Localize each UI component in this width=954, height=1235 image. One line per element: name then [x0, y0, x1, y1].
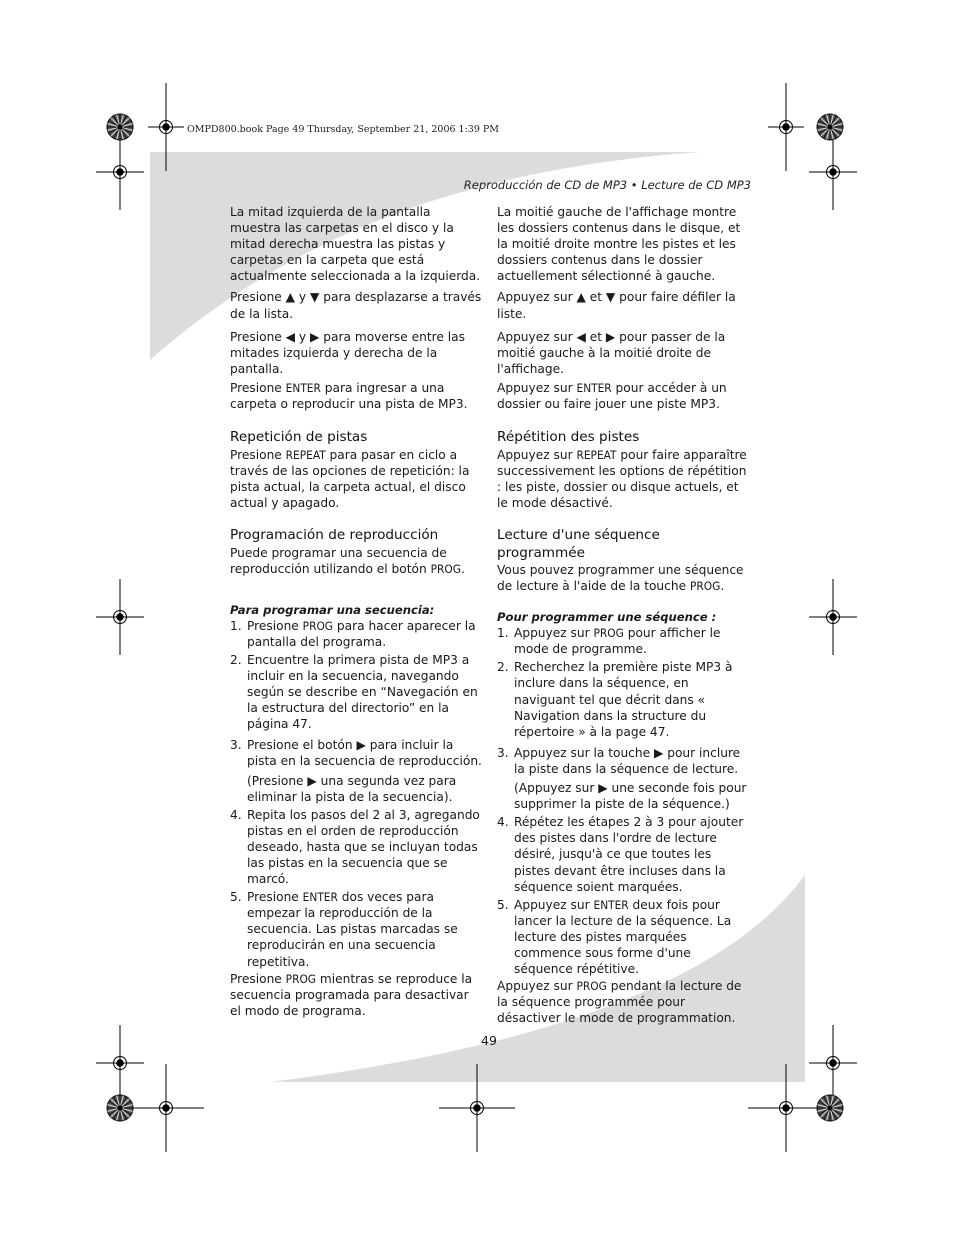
step-4: 4. Répétez les étapes 2 à 3 pour ajouter des pistes dans l'ordre de lecture désiré, jusqu'à ce que toutes les pistes devant être incluses dans la séquence soient marquées. — [497, 815, 744, 894]
repeat-heading: Répétition des pistes — [497, 429, 640, 446]
repeat-paragraph: Appuyez sur REPEAT pour faire apparaître successivement les options de répétition : les piste, dossier ou disque actuels, et le mode désactivé. — [497, 447, 747, 510]
repeat-heading: Repetición de pistas — [230, 429, 368, 446]
step-4: 4. Repita los pasos del 2 al 3, agregando pistas en el orden de reproducción deseado, hasta que se incluyan todas las pistas en la secuencia que se marcó. — [230, 807, 480, 887]
enter-key: ENTER — [576, 380, 612, 395]
down-arrow-icon: ▼ — [605, 290, 616, 305]
right-arrow-icon: ▶ — [598, 781, 608, 796]
repeat-key: REPEAT — [285, 447, 326, 462]
step-2: 2. Recherchez la première piste MP3 à inclure dans la séquence, en naviguant tel que décrit dans « Navigation dans la structure du répertoire » à la page 47. — [497, 660, 733, 739]
updown-paragraph: Presione ▲ y ▼ para desplazarse a través de la lista. — [230, 290, 482, 321]
program-paragraph: Vous pouvez programmer une séquence de lecture à l'aide de la touche PROG. — [497, 563, 744, 594]
step-5: 5. Presione ENTER dos veces para empezar la reproducción de la secuencia. Las pistas marcadas se reproducirán en una secuencia repetitiva. — [230, 890, 458, 969]
left-arrow-icon: ◀ — [576, 329, 586, 344]
leftright-paragraph: Appuyez sur ◀ et ▶ pour passer de la moitié gauche à la moitié droite de l'affichage. — [497, 329, 726, 376]
registration-mark-icon — [809, 1025, 857, 1101]
repeat-paragraph: Presione REPEAT para pasar en ciclo a través de las opciones de repetición: la pista actual, la carpeta actual, el disco actual y apagado. — [230, 447, 470, 510]
book-info: OMPD800.book Page 49 Thursday, September 21, 2006 1:39 PM — [187, 124, 500, 135]
down-arrow-icon: ▼ — [310, 290, 320, 305]
step-3-note: (Appuyez sur ▶ une seconde fois pour supprimer la piste de la séquence.) — [514, 781, 747, 812]
step-3: 3. Presione el botón ▶ para incluir la pista en la secuencia de reproducción. — [230, 738, 482, 769]
enter-key: ENTER — [302, 890, 338, 905]
right-arrow-icon: ▶ — [653, 745, 664, 760]
spanish-column — [230, 204, 482, 1019]
french-column — [497, 204, 751, 1026]
step-3-note: (Presione ▶ una segunda vez para eliminar la pista de la secuencia). — [247, 773, 457, 804]
up-arrow-icon: ▲ — [285, 290, 296, 305]
right-arrow-icon: ▶ — [605, 329, 616, 344]
repeat-key: REPEAT — [576, 447, 617, 462]
page-number: 49 — [481, 1033, 497, 1048]
enter-paragraph: Presione ENTER para ingresar a una carpeta o reproducir una pista de MP3. — [230, 380, 468, 412]
program-heading: Programación de reproducción — [230, 527, 439, 543]
closing-paragraph: Presione PROG mientras se reproduce la secuencia programada para desactivar el modo de programa. — [230, 971, 473, 1018]
updown-paragraph: Appuyez sur ▲ et ▼ pour faire défiler la liste. — [497, 290, 736, 321]
program-paragraph: Puede programar una secuencia de reproducción utilizando el botón PROG. — [230, 545, 465, 576]
intro-paragraph: La mitad izquierda de la pantalla muestra las carpetas en el disco y la mitad derecha muestra las pistas y carpetas en la carpeta que está actualmente seleccionada a la izquierda. — [230, 205, 481, 284]
left-arrow-icon: ◀ — [285, 329, 296, 344]
registration-mark-icon — [96, 579, 144, 655]
enter-key: ENTER — [285, 380, 321, 395]
step-5: 5. Appuyez sur ENTER deux fois pour lancer la lecture de la séquence. La lecture des pistes marquées commence sous forme d'une séquence répétitive. — [497, 897, 732, 977]
prog-key: PROG — [593, 626, 624, 641]
registration-mark-icon — [128, 1064, 204, 1152]
color-wheel-icon — [107, 1095, 133, 1121]
closing-paragraph: Appuyez sur PROG pendant la lecture de la séquence programmée pour désactiver le mode de programmation. — [497, 979, 742, 1026]
steps-heading: Pour programmer une séquence : — [497, 610, 717, 625]
registration-mark-icon — [809, 579, 857, 655]
prog-key: PROG — [576, 979, 607, 994]
step-1: 1. Presione PROG para hacer aparecer la pantalla del programa. — [230, 618, 476, 649]
registration-mark-icon — [96, 134, 144, 210]
intro-paragraph: La moitié gauche de l'affichage montre les dossiers contenus dans le disque, et la moitié droite montre les pistes et les dossiers contenus dans le dossier actuellement sélectionné à gauche. — [497, 205, 741, 284]
right-arrow-icon: ▶ — [307, 773, 317, 788]
steps-heading: Para programar una secuencia: — [230, 602, 435, 617]
registration-mark-icon — [96, 1025, 144, 1101]
up-arrow-icon: ▲ — [576, 290, 586, 305]
running-head: Reproducción de CD de MP3 • Lecture de CD MP3 — [463, 178, 751, 192]
prog-key: PROG — [689, 579, 721, 594]
step-2: 2. Encuentre la primera pista de MP3 a incluir en la secuencia, navegando según se describe en “Navegación en la estructura del directorio” en la página 47. — [230, 652, 478, 732]
step-3: 3. Appuyez sur la touche ▶ pour inclure la piste dans la séquence de lecture. — [497, 745, 741, 776]
leftright-paragraph: Presione ◀ y ▶ para moverse entre las mitades izquierda y derecha de la pantalla. — [230, 329, 465, 376]
prog-key: PROG — [302, 618, 334, 633]
program-heading: Lecture d'une séquence programmée — [497, 527, 660, 561]
color-wheel-icon — [817, 1095, 843, 1121]
registration-mark-icon — [768, 83, 804, 171]
step-1: 1. Appuyez sur PROG pour afficher le mode de programme. — [497, 626, 721, 657]
right-arrow-icon: ▶ — [310, 329, 320, 344]
registration-mark-icon — [809, 134, 857, 210]
enter-key: ENTER — [593, 897, 629, 912]
enter-paragraph: Appuyez sur ENTER pour accéder à un dossier ou faire jouer une piste MP3. — [497, 380, 727, 412]
prog-key: PROG — [285, 971, 317, 986]
prog-key: PROG — [430, 561, 461, 576]
right-arrow-icon: ▶ — [356, 738, 366, 753]
color-wheel-icon — [107, 114, 133, 140]
color-wheel-icon — [817, 114, 843, 140]
